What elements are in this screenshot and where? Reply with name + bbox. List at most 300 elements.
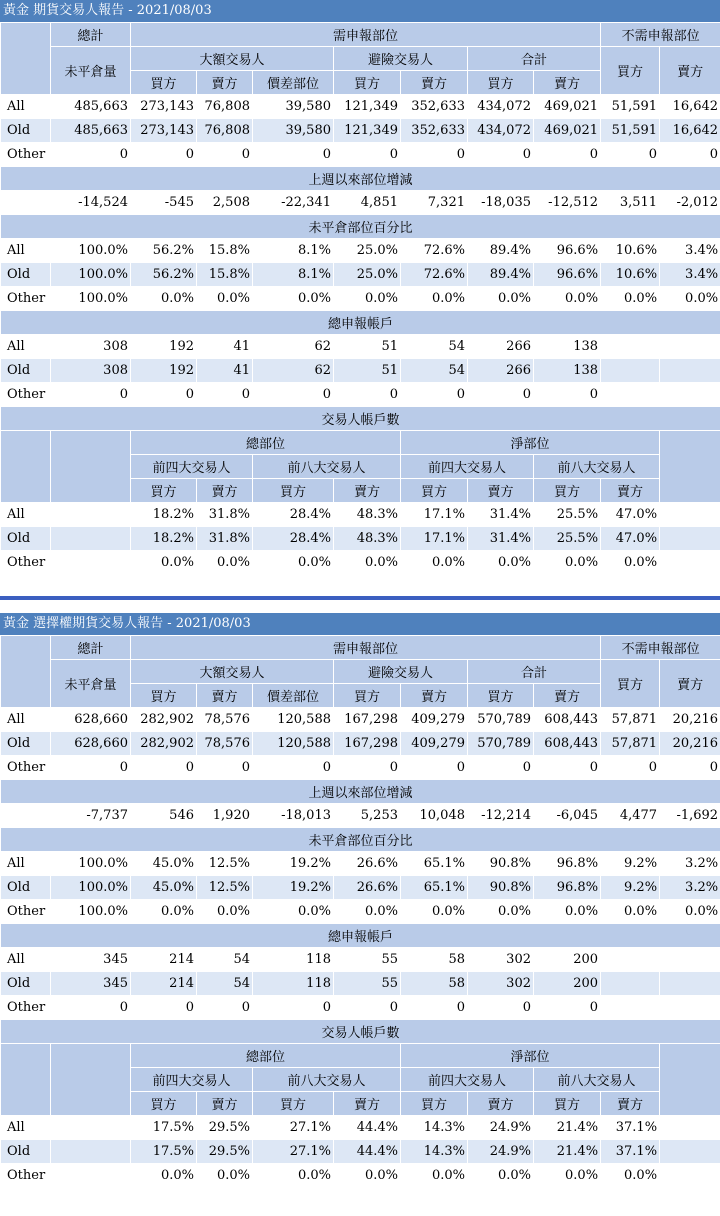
table-cell: 48.3%: [334, 527, 401, 551]
table-cell: 0.0%: [253, 1164, 334, 1188]
table-cell: 4,477: [601, 804, 660, 828]
table-cell: 0: [601, 143, 660, 167]
table-cell: 57,871: [601, 732, 660, 756]
table-cell: 0: [334, 383, 401, 407]
table-cell: 25.0%: [334, 263, 401, 287]
table-cell: 25.5%: [534, 527, 601, 551]
header-buy: 買方: [253, 1092, 334, 1116]
table-cell: 27.1%: [253, 1116, 334, 1140]
row-label: Other: [1, 383, 51, 407]
table-cell: 7,321: [401, 191, 468, 215]
table-cell: [660, 503, 720, 527]
table-cell: 0: [334, 996, 401, 1020]
table-cell: [660, 527, 720, 551]
table-row: [1, 191, 720, 215]
table-cell: 0.0%: [131, 287, 197, 311]
header-buy: 買方: [468, 71, 534, 95]
table-cell: 8.1%: [253, 263, 334, 287]
table-cell: 0.0%: [197, 287, 253, 311]
table-cell: 0.0%: [334, 551, 401, 575]
table-cell: 41: [197, 359, 253, 383]
table-cell: [601, 359, 660, 383]
table-row: [1, 1116, 720, 1140]
table-cell: 469,021: [534, 119, 601, 143]
table-cell: 21.4%: [534, 1140, 601, 1164]
header-buy: 買方: [253, 479, 334, 503]
header-top8: 前八大交易人: [534, 1068, 660, 1092]
table-cell: 96.6%: [534, 263, 601, 287]
options-report: [0, 613, 720, 1188]
section-percent: [1, 828, 720, 852]
header-gross: 總部位: [131, 1044, 401, 1068]
table-cell: 0: [51, 383, 131, 407]
table-cell: 120,588: [253, 708, 334, 732]
section-title: 總申報帳戶: [1, 311, 720, 335]
table-cell: 100.0%: [51, 263, 131, 287]
table-cell: 18.2%: [131, 527, 197, 551]
header-open-interest: 未平倉量: [51, 660, 131, 708]
section-title: 未平倉部位百分比: [1, 828, 720, 852]
table-cell: 0.0%: [601, 900, 660, 924]
section-title: 交易人帳戶數: [1, 407, 720, 431]
report-divider: [0, 593, 720, 601]
header-hedgers: 避險交易人: [334, 660, 468, 684]
table-cell: 282,902: [131, 732, 197, 756]
table-cell: 10,048: [401, 804, 468, 828]
table-cell: 628,660: [51, 708, 131, 732]
table-cell: 12.5%: [197, 876, 253, 900]
section-title: 未平倉部位百分比: [1, 215, 720, 239]
table-cell: 0.0%: [401, 287, 468, 311]
table-cell: 4,851: [334, 191, 401, 215]
table-cell: 47.0%: [601, 527, 660, 551]
table-cell: 192: [131, 359, 197, 383]
header-top4: 前四大交易人: [401, 455, 534, 479]
table-cell: 15.8%: [197, 263, 253, 287]
table-cell: -545: [131, 191, 197, 215]
table-cell: [660, 551, 720, 575]
table-cell: 3.4%: [660, 239, 720, 263]
table-cell: 17.1%: [401, 503, 468, 527]
table-cell: 266: [468, 335, 534, 359]
table-cell: 37.1%: [601, 1116, 660, 1140]
table-cell: 0.0%: [534, 551, 601, 575]
table-cell: 3,511: [601, 191, 660, 215]
section-accounts: [1, 924, 720, 948]
header-spread: 價差部位: [253, 684, 334, 708]
table-row: [1, 263, 720, 287]
row-label: Old: [1, 263, 51, 287]
section-concentration: [1, 1020, 720, 1044]
options-table: [0, 635, 720, 1188]
row-label: All: [1, 948, 51, 972]
table-cell: 0.0%: [468, 287, 534, 311]
table-cell: 56.2%: [131, 263, 197, 287]
header-blank: [1, 636, 51, 708]
row-label: Old: [1, 359, 51, 383]
report-title: 黃金 選擇權期貨交易人報告 - 2021/08/03: [0, 613, 720, 635]
header-sell: 賣方: [197, 1092, 253, 1116]
header-blank: [660, 1044, 720, 1116]
table-cell: -18,013: [253, 804, 334, 828]
table-cell: [601, 996, 660, 1020]
table-row: [1, 972, 720, 996]
row-label: Other: [1, 756, 51, 780]
table-row: [1, 948, 720, 972]
header-non-reportable: 不需申報部位: [601, 23, 720, 47]
table-cell: 0: [468, 143, 534, 167]
table-cell: 0.0%: [197, 900, 253, 924]
header-sell: 賣方: [334, 479, 401, 503]
table-cell: 26.6%: [334, 852, 401, 876]
table-cell: 0: [660, 756, 720, 780]
table-cell: 434,072: [468, 95, 534, 119]
row-label: All: [1, 239, 51, 263]
table-cell: 308: [51, 359, 131, 383]
table-cell: 0: [131, 996, 197, 1020]
header-row: [1, 1044, 720, 1068]
table-cell: 31.8%: [197, 527, 253, 551]
header-hedgers: 避險交易人: [334, 47, 468, 71]
table-cell: [660, 972, 720, 996]
header-top4: 前四大交易人: [131, 1068, 253, 1092]
table-cell: 44.4%: [334, 1116, 401, 1140]
table-row: [1, 503, 720, 527]
table-cell: 15.8%: [197, 239, 253, 263]
table-cell: 434,072: [468, 119, 534, 143]
header-sell: 賣方: [601, 479, 660, 503]
table-cell: 100.0%: [51, 239, 131, 263]
table-cell: [51, 1116, 131, 1140]
header-gross: 總部位: [131, 431, 401, 455]
section-accounts: [1, 311, 720, 335]
table-cell: 469,021: [534, 95, 601, 119]
table-cell: 54: [197, 972, 253, 996]
header-buy: 買方: [334, 684, 401, 708]
table-cell: 17.5%: [131, 1116, 197, 1140]
table-cell: 20,216: [660, 708, 720, 732]
table-cell: -1,692: [660, 804, 720, 828]
table-cell: 58: [401, 972, 468, 996]
table-cell: 0.0%: [334, 1164, 401, 1188]
table-cell: 0: [401, 996, 468, 1020]
futures-table: [0, 22, 720, 575]
table-cell: 308: [51, 335, 131, 359]
header-buy: 買方: [468, 684, 534, 708]
header-row: [1, 636, 720, 660]
table-cell: 89.4%: [468, 239, 534, 263]
table-cell: 120,588: [253, 732, 334, 756]
header-top8: 前八大交易人: [253, 455, 401, 479]
row-label: Old: [1, 119, 51, 143]
table-cell: [51, 1140, 131, 1164]
table-cell: 0: [401, 756, 468, 780]
header-sell: 賣方: [197, 684, 253, 708]
header-sell: 賣方: [401, 684, 468, 708]
table-row: [1, 119, 720, 143]
table-cell: 0: [660, 143, 720, 167]
header-non-reportable: 不需申報部位: [601, 636, 720, 660]
table-cell: 9.2%: [601, 876, 660, 900]
table-cell: 65.1%: [401, 876, 468, 900]
section-change: [1, 167, 720, 191]
table-cell: 0.0%: [468, 900, 534, 924]
table-cell: -7,737: [51, 804, 131, 828]
row-label: Old: [1, 1140, 51, 1164]
table-cell: 90.8%: [468, 876, 534, 900]
table-cell: 0.0%: [253, 900, 334, 924]
header-buy: 買方: [131, 479, 197, 503]
table-cell: 55: [334, 972, 401, 996]
table-cell: 45.0%: [131, 876, 197, 900]
table-cell: 3.2%: [660, 876, 720, 900]
header-top4: 前四大交易人: [131, 455, 253, 479]
table-row: [1, 732, 720, 756]
table-cell: 570,789: [468, 708, 534, 732]
table-cell: 3.4%: [660, 263, 720, 287]
table-cell: 0.0%: [131, 900, 197, 924]
table-cell: 24.9%: [468, 1140, 534, 1164]
table-cell: 0: [253, 756, 334, 780]
table-cell: [51, 527, 131, 551]
table-cell: 0.0%: [334, 900, 401, 924]
section-title: 交易人帳戶數: [1, 1020, 720, 1044]
table-cell: 192: [131, 335, 197, 359]
table-cell: 0.0%: [468, 551, 534, 575]
table-cell: 0: [401, 143, 468, 167]
table-cell: 266: [468, 359, 534, 383]
table-cell: 5,253: [334, 804, 401, 828]
table-cell: -2,012: [660, 191, 720, 215]
table-cell: 0: [131, 756, 197, 780]
table-cell: 546: [131, 804, 197, 828]
table-cell: 57,871: [601, 708, 660, 732]
table-cell: 25.5%: [534, 503, 601, 527]
table-cell: 20,216: [660, 732, 720, 756]
table-cell: 0: [401, 383, 468, 407]
header-sell: 賣方: [401, 71, 468, 95]
header-reportable: 需申報部位: [131, 636, 601, 660]
row-label: [1, 804, 51, 828]
table-cell: 0.0%: [334, 287, 401, 311]
section-title: 上週以來部位增減: [1, 780, 720, 804]
table-cell: 39,580: [253, 95, 334, 119]
table-cell: 0.0%: [534, 287, 601, 311]
header-buy: 買方: [601, 47, 660, 95]
table-cell: -12,214: [468, 804, 534, 828]
table-cell: [660, 359, 720, 383]
table-cell: [601, 335, 660, 359]
table-cell: 0.0%: [601, 551, 660, 575]
table-cell: 485,663: [51, 119, 131, 143]
table-cell: -18,035: [468, 191, 534, 215]
table-cell: 0.0%: [601, 287, 660, 311]
report-body: [1, 23, 720, 575]
row-label: Old: [1, 527, 51, 551]
table-cell: 273,143: [131, 119, 197, 143]
table-cell: 0: [601, 756, 660, 780]
table-cell: 200: [534, 948, 601, 972]
section-percent: [1, 215, 720, 239]
header-buy: 買方: [334, 71, 401, 95]
table-cell: 138: [534, 335, 601, 359]
row-label: Other: [1, 1164, 51, 1188]
row-label: All: [1, 95, 51, 119]
header-buy: 買方: [534, 1092, 601, 1116]
table-cell: 0: [334, 143, 401, 167]
header-buy: 買方: [131, 71, 197, 95]
table-row: [1, 359, 720, 383]
header-top8: 前八大交易人: [253, 1068, 401, 1092]
table-cell: 28.4%: [253, 527, 334, 551]
row-label: [1, 191, 51, 215]
table-cell: 0: [253, 383, 334, 407]
table-cell: [660, 948, 720, 972]
table-cell: [660, 1116, 720, 1140]
header-subtotal: 合計: [468, 660, 601, 684]
table-cell: 45.0%: [131, 852, 197, 876]
header-spread: 價差部位: [253, 71, 334, 95]
table-row: [1, 287, 720, 311]
table-row: [1, 804, 720, 828]
table-cell: 0.0%: [197, 1164, 253, 1188]
table-cell: [51, 503, 131, 527]
table-cell: 17.5%: [131, 1140, 197, 1164]
table-cell: 47.0%: [601, 503, 660, 527]
header-open-interest: 未平倉量: [51, 47, 131, 95]
section-change: [1, 780, 720, 804]
header-sell: 賣方: [334, 1092, 401, 1116]
table-cell: 0: [334, 756, 401, 780]
table-cell: 0: [534, 996, 601, 1020]
table-cell: 485,663: [51, 95, 131, 119]
table-cell: 167,298: [334, 732, 401, 756]
table-cell: 1,920: [197, 804, 253, 828]
header-row: [1, 23, 720, 47]
table-cell: 78,576: [197, 732, 253, 756]
row-label: All: [1, 708, 51, 732]
table-cell: 409,279: [401, 732, 468, 756]
table-cell: 0.0%: [601, 1164, 660, 1188]
header-sell: 賣方: [468, 479, 534, 503]
table-cell: 9.2%: [601, 852, 660, 876]
table-cell: [601, 972, 660, 996]
table-cell: 37.1%: [601, 1140, 660, 1164]
table-row: [1, 900, 720, 924]
header-subtotal: 合計: [468, 47, 601, 71]
table-cell: 10.6%: [601, 239, 660, 263]
table-cell: [660, 335, 720, 359]
table-cell: 570,789: [468, 732, 534, 756]
table-cell: 0: [468, 996, 534, 1020]
header-blank: [51, 1044, 131, 1116]
table-cell: 628,660: [51, 732, 131, 756]
table-cell: 0.0%: [131, 1164, 197, 1188]
table-cell: 345: [51, 948, 131, 972]
table-row: [1, 756, 720, 780]
table-cell: 29.5%: [197, 1116, 253, 1140]
section-title: 總申報帳戶: [1, 924, 720, 948]
table-row: [1, 996, 720, 1020]
table-cell: 0: [253, 996, 334, 1020]
table-cell: 0: [51, 996, 131, 1020]
table-cell: 16,642: [660, 119, 720, 143]
table-cell: 17.1%: [401, 527, 468, 551]
table-cell: 55: [334, 948, 401, 972]
table-cell: 100.0%: [51, 876, 131, 900]
table-cell: -12,512: [534, 191, 601, 215]
header-sell: 賣方: [660, 660, 720, 708]
table-row: [1, 239, 720, 263]
table-cell: 121,349: [334, 95, 401, 119]
header-blank: [1, 431, 51, 503]
table-cell: 27.1%: [253, 1140, 334, 1164]
table-cell: 0.0%: [253, 551, 334, 575]
table-cell: 14.3%: [401, 1140, 468, 1164]
table-cell: 100.0%: [51, 287, 131, 311]
table-cell: 302: [468, 948, 534, 972]
table-cell: 0: [468, 383, 534, 407]
table-row: [1, 95, 720, 119]
section-title: 上週以來部位增減: [1, 167, 720, 191]
table-cell: 0: [51, 756, 131, 780]
header-blank: [51, 431, 131, 503]
table-cell: 282,902: [131, 708, 197, 732]
table-cell: 0.0%: [401, 1164, 468, 1188]
table-cell: 118: [253, 972, 334, 996]
header-sell: 賣方: [534, 71, 601, 95]
header-blank: [660, 431, 720, 503]
table-cell: -6,045: [534, 804, 601, 828]
table-cell: 65.1%: [401, 852, 468, 876]
table-cell: 0: [534, 756, 601, 780]
header-row: [1, 47, 720, 71]
table-cell: 121,349: [334, 119, 401, 143]
table-cell: 18.2%: [131, 503, 197, 527]
table-row: [1, 852, 720, 876]
table-row: [1, 527, 720, 551]
table-cell: 56.2%: [131, 239, 197, 263]
table-cell: 302: [468, 972, 534, 996]
table-cell: 31.8%: [197, 503, 253, 527]
table-cell: 608,443: [534, 732, 601, 756]
table-cell: 29.5%: [197, 1140, 253, 1164]
table-cell: 51: [334, 359, 401, 383]
table-cell: 138: [534, 359, 601, 383]
table-cell: 41: [197, 335, 253, 359]
table-cell: 0: [534, 143, 601, 167]
row-label: Other: [1, 900, 51, 924]
table-cell: 0: [197, 996, 253, 1020]
table-cell: 214: [131, 948, 197, 972]
table-row: [1, 1140, 720, 1164]
table-row: [1, 551, 720, 575]
table-cell: 28.4%: [253, 503, 334, 527]
table-cell: 167,298: [334, 708, 401, 732]
table-cell: 0: [131, 383, 197, 407]
header-top8: 前八大交易人: [534, 455, 660, 479]
table-cell: 62: [253, 335, 334, 359]
table-cell: -22,341: [253, 191, 334, 215]
table-row: [1, 708, 720, 732]
table-cell: 21.4%: [534, 1116, 601, 1140]
header-sell: 賣方: [197, 71, 253, 95]
header-net: 淨部位: [401, 431, 660, 455]
table-cell: 24.9%: [468, 1116, 534, 1140]
table-cell: 0.0%: [401, 900, 468, 924]
table-cell: 0.0%: [468, 1164, 534, 1188]
header-row: [1, 660, 720, 684]
